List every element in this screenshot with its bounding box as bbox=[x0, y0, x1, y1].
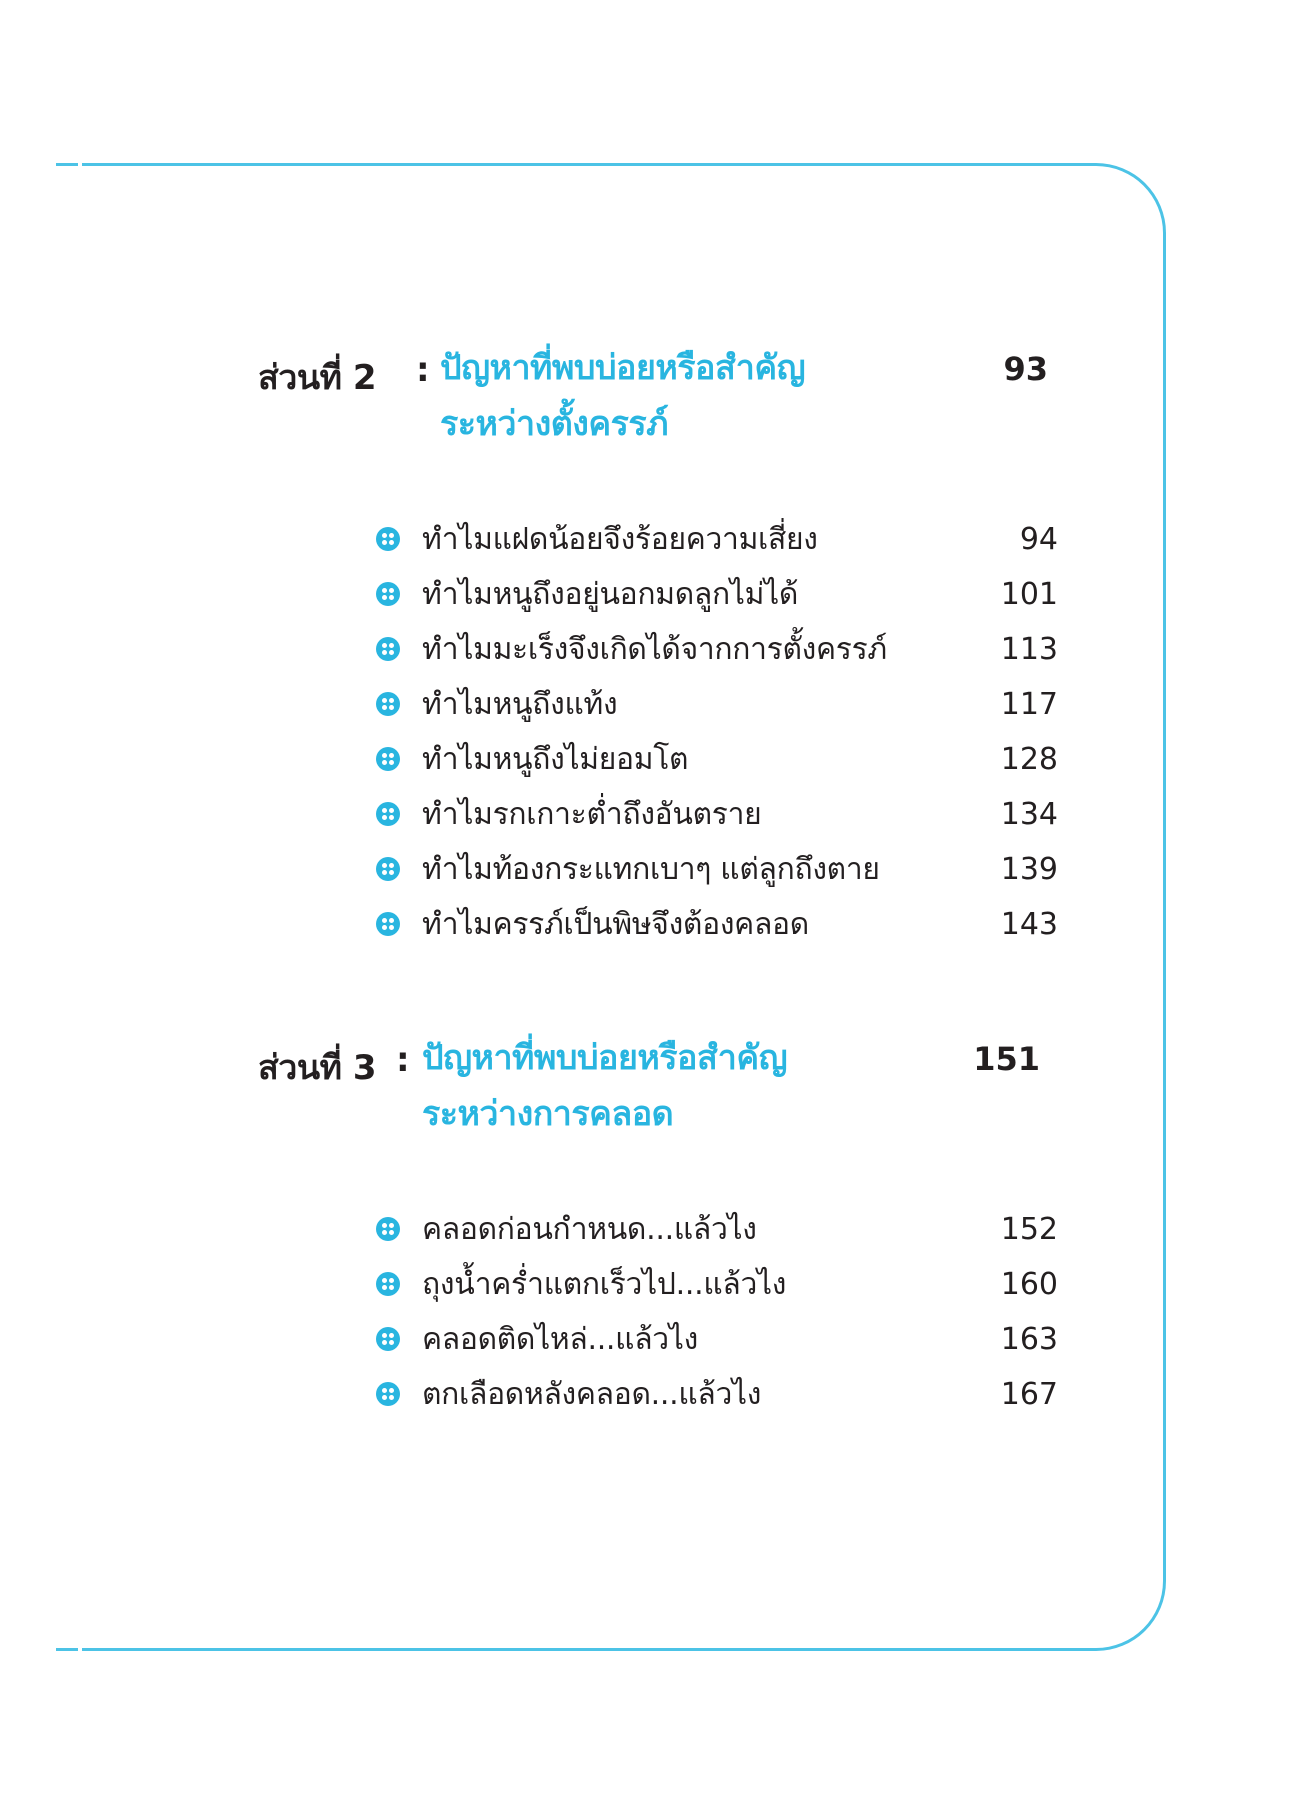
four-dot-button-icon bbox=[376, 527, 400, 551]
toc-entry[interactable] bbox=[376, 732, 1058, 787]
toc-entry-page: 117 bbox=[1000, 687, 1058, 722]
toc-entry-page: 167 bbox=[1000, 1377, 1058, 1412]
toc-entry-label: คลอดติดไหล่...แล้วไง bbox=[422, 1322, 698, 1357]
toc-entry-label: ทำไมท้องกระแทกเบาๆ แต่ลูกถึงตาย bbox=[422, 852, 880, 887]
section-title bbox=[440, 340, 805, 452]
toc-entry-label: ทำไมครรภ์เป็นพิษจึงต้องคลอด bbox=[422, 907, 809, 942]
four-dot-button-icon bbox=[376, 637, 400, 661]
section-colon: : bbox=[396, 1040, 410, 1080]
section-page-number: 151 bbox=[973, 1040, 1040, 1078]
four-dot-button-icon bbox=[376, 582, 400, 606]
toc-entry[interactable] bbox=[376, 842, 1058, 897]
toc-entry-page: 163 bbox=[1000, 1322, 1058, 1357]
four-dot-button-icon bbox=[376, 1217, 400, 1241]
section-header bbox=[258, 1040, 1048, 1150]
section-title-line-2: ระหว่างการคลอด bbox=[422, 1094, 674, 1134]
toc-entry-label: ทำไมมะเร็งจึงเกิดได้จากการตั้งครรภ์ bbox=[422, 632, 887, 667]
four-dot-button-icon bbox=[376, 1272, 400, 1296]
toc-entry-page: 152 bbox=[1000, 1212, 1058, 1247]
four-dot-button-icon bbox=[376, 747, 400, 771]
toc-entry-page: 139 bbox=[1000, 852, 1058, 887]
toc-entry[interactable] bbox=[376, 1367, 1058, 1422]
section-title bbox=[422, 1030, 787, 1142]
four-dot-button-icon bbox=[376, 802, 400, 826]
section-label: ส่วนที่ 2 bbox=[258, 358, 376, 398]
frame-tick-bottom bbox=[56, 1648, 78, 1651]
section-title-line-1: ปัญหาที่พบบ่อยหรือสำคัญ bbox=[440, 348, 806, 388]
toc-entry[interactable] bbox=[376, 567, 1058, 622]
frame-tick-top bbox=[56, 163, 78, 166]
four-dot-button-icon bbox=[376, 692, 400, 716]
toc-entry-label: ทำไมหนูถึงไม่ยอมโต bbox=[422, 742, 689, 777]
toc-entry-label: ถุงน้ำคร่ำแตกเร็วไป...แล้วไง bbox=[422, 1267, 787, 1302]
toc-entry-label: ทำไมหนูถึงอยู่นอกมดลูกไม่ได้ bbox=[422, 577, 799, 612]
toc-entry-page: 94 bbox=[1019, 522, 1058, 557]
toc-entry[interactable] bbox=[376, 1312, 1058, 1367]
toc-entry-page: 134 bbox=[1000, 797, 1058, 832]
section-label: ส่วนที่ 3 bbox=[258, 1048, 376, 1088]
toc-entry[interactable] bbox=[376, 512, 1058, 567]
toc-entry-page: 160 bbox=[1000, 1267, 1058, 1302]
toc-section-3 bbox=[258, 1038, 1058, 1412]
toc-entry-label: ตกเลือดหลังคลอด...แล้วไง bbox=[422, 1377, 762, 1412]
toc-entry-label: คลอดก่อนกำหนด...แล้วไง bbox=[422, 1212, 757, 1247]
toc-entry[interactable] bbox=[376, 897, 1058, 952]
toc-entry-label: ทำไมแฝดน้อยจึงร้อยความเสี่ยง bbox=[422, 522, 818, 557]
toc-entry-page: 113 bbox=[1000, 632, 1058, 667]
section-header bbox=[258, 350, 1048, 460]
section-title-line-1: ปัญหาที่พบบ่อยหรือสำคัญ bbox=[422, 1038, 788, 1078]
toc-entry[interactable] bbox=[376, 677, 1058, 732]
four-dot-button-icon bbox=[376, 912, 400, 936]
section-page-number: 93 bbox=[1003, 350, 1048, 388]
toc-entry-page: 128 bbox=[1000, 742, 1058, 777]
four-dot-button-icon bbox=[376, 1382, 400, 1406]
toc-entry[interactable] bbox=[376, 787, 1058, 842]
section-item-list bbox=[376, 1202, 1058, 1422]
section-colon: : bbox=[416, 350, 430, 390]
toc-entry-page: 143 bbox=[1000, 907, 1058, 942]
toc-entry[interactable] bbox=[376, 622, 1058, 677]
four-dot-button-icon bbox=[376, 1327, 400, 1351]
section-item-list bbox=[376, 512, 1058, 952]
toc-entry[interactable] bbox=[376, 1257, 1058, 1312]
toc-entry[interactable] bbox=[376, 1202, 1058, 1257]
section-title-line-2: ระหว่างตั้งครรภ์ bbox=[440, 404, 669, 444]
four-dot-button-icon bbox=[376, 857, 400, 881]
toc-entry-page: 101 bbox=[1000, 577, 1058, 612]
toc-entry-label: ทำไมรกเกาะต่ำถึงอันตราย bbox=[422, 797, 762, 832]
toc-entry-label: ทำไมหนูถึงแท้ง bbox=[422, 687, 618, 722]
toc-section-2 bbox=[258, 348, 1058, 942]
